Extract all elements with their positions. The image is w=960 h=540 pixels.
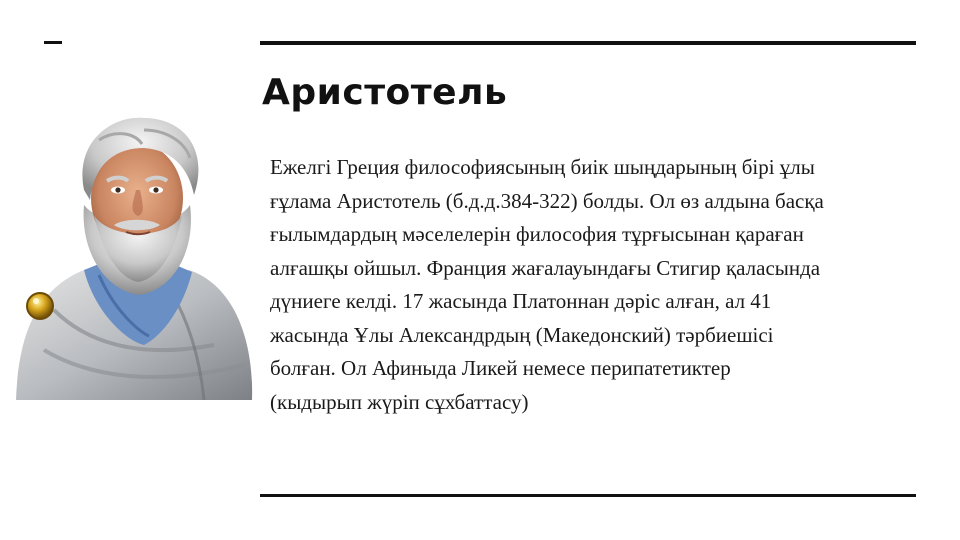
- body-line: ғылымдардың мәселелерін философия тұрғысынан қараған: [270, 222, 804, 246]
- corner-dash: [44, 41, 62, 44]
- body-line: дүниеге келді. 17 жасында Платоннан дәріс алған, ал 41: [270, 289, 772, 313]
- bottom-rule: [260, 494, 916, 497]
- body-line: ғұлама Аристотель (б.д.д.384-322) болды. Ол өз алдына басқа: [270, 188, 824, 213]
- body-paragraph: [270, 151, 920, 419]
- body-line: жасында Ұлы Александрдың (Македонский) тәрбиешісі: [270, 322, 774, 347]
- body-line: Ежелгі Греция философиясының биік шыңдарының бірі ұлы: [270, 155, 815, 179]
- body-line: (кыдырып жүріп сұхбаттасу): [270, 389, 529, 414]
- aristotle-portrait: [14, 110, 260, 410]
- body-line: алғашқы ойшыл. Франция жағалауындағы Стигир қаласында: [270, 255, 821, 280]
- body-line: болған. Ол Афиныда Ликей немесе перипатетиктер: [270, 356, 731, 380]
- slide-title: Аристотель: [262, 72, 508, 113]
- top-rule: [260, 41, 916, 45]
